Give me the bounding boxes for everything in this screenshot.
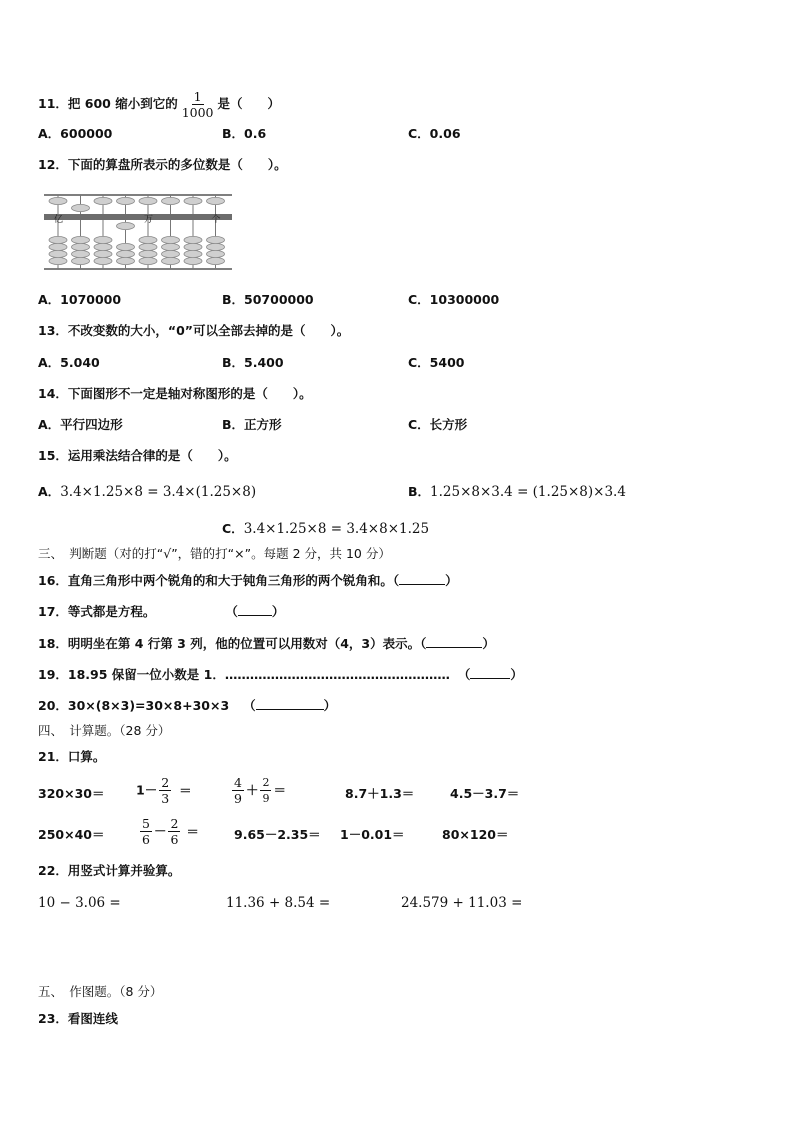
calc-item: $\frac{4}{9}$ ＋ $\frac{2}{9}$ ＝ — [234, 775, 286, 806]
q13-text: 13．不改变数的大小，“0”可以全部去掉的是（ ）。 — [38, 323, 350, 338]
calc-item: 4.5－3.7＝ — [450, 786, 520, 801]
q13-option-a[interactable]: A．5.040 — [38, 355, 100, 370]
q14-option-a[interactable]: A．平行四边形 — [38, 417, 123, 432]
q18-answer-blank[interactable] — [426, 635, 482, 648]
q15-option-b[interactable]: B．1.25×8×3.4 = (1.25×8)×3.4 — [408, 484, 626, 500]
calc-item: 320×30＝ — [38, 786, 105, 801]
q11-option-c[interactable]: C．0.06 — [408, 126, 461, 141]
abacus-label: 个 — [211, 215, 221, 225]
q13-option-b[interactable]: B．5.400 — [222, 355, 284, 370]
section-3-heading: 三、 判断题（对的打“√”，错的打“×”。每题 2 分，共 10 分） — [38, 546, 391, 561]
q23-text: 23．看图连线 — [38, 1011, 118, 1026]
calc-item: 1－0.01＝ — [340, 827, 405, 842]
q17-answer-blank[interactable] — [238, 603, 272, 616]
q20-line: 20．30×(8×3)=30×8+30×3 （ ） — [38, 698, 337, 713]
q12-option-b[interactable]: B．50700000 — [222, 292, 314, 307]
calc-item: 8.7＋1.3＝ — [345, 786, 415, 801]
q19-answer-blank[interactable] — [470, 666, 510, 679]
calc-item: 1－ $\frac{2}{3}$ ＝ — [136, 775, 192, 806]
q15-option-c[interactable]: C．3.4×1.25×8 = 3.4×8×1.25 — [222, 521, 430, 537]
q12-text: 12．下面的算盘所表示的多位数是（ ）。 — [38, 157, 287, 172]
q19-line: 19．18.95 保留一位小数是 1．……………………………………………… （ ） — [38, 667, 523, 682]
q13-option-c[interactable]: C．5400 — [408, 355, 465, 370]
calc-item: 250×40＝ — [38, 827, 105, 842]
q22-text: 22．用竖式计算并验算。 — [38, 863, 181, 878]
q16-line: 16．直角三角形中两个锐角的和大于钝角三角形的两个锐角和。（ ） — [38, 573, 458, 588]
calc-item: 80×120＝ — [442, 827, 509, 842]
calc-item: 9.65－2.35＝ — [234, 827, 321, 842]
q12-option-c[interactable]: C．10300000 — [408, 292, 500, 307]
section-5-heading: 五、 作图题。（8 分） — [38, 984, 163, 999]
q21-text: 21．口算。 — [38, 749, 106, 764]
q11-fraction: $\frac{1}{1000}$ — [181, 89, 214, 120]
abacus-label: 亿 — [54, 215, 64, 225]
calc-item: $\frac{5}{6}$ － $\frac{2}{6}$ ＝ — [142, 816, 199, 847]
q11-line: 11．把 600 缩小到它的 $\frac{1}{1000}$ 是（ ） — [38, 89, 281, 120]
q15-text: 15．运用乘法结合律的是（ ）。 — [38, 448, 237, 463]
q14-option-b[interactable]: B．正方形 — [222, 417, 282, 432]
q14-text: 14．下面图形不一定是轴对称图形的是（ ）。 — [38, 386, 312, 401]
q15-option-a[interactable]: A．3.4×1.25×8 = 3.4×(1.25×8) — [38, 484, 257, 500]
q14-option-c[interactable]: C．长方形 — [408, 417, 468, 432]
q20-answer-blank[interactable] — [256, 697, 324, 710]
q17-line: 17．等式都是方程。 （ ） — [38, 604, 285, 619]
vertical-calc-item: 10 − 3.06 = — [38, 895, 121, 911]
vertical-calc-item: 24.579 + 11.03 = — [401, 895, 523, 911]
abacus-label: 万 — [144, 215, 154, 225]
q11-text: 11．把 600 缩小到它的 — [38, 96, 178, 111]
abacus-image — [44, 192, 236, 274]
section-4-heading: 四、 计算题。（28 分） — [38, 723, 171, 738]
vertical-calc-item: 11.36 + 8.54 = — [226, 895, 331, 911]
q18-line: 18．明明坐在第 4 行第 3 列，他的位置可以用数对（4，3）表示。（ ） — [38, 636, 495, 651]
q16-answer-blank[interactable] — [399, 572, 445, 585]
q11-option-b[interactable]: B．0.6 — [222, 126, 267, 141]
q12-option-a[interactable]: A．1070000 — [38, 292, 122, 307]
q11-option-a[interactable]: A．600000 — [38, 126, 113, 141]
